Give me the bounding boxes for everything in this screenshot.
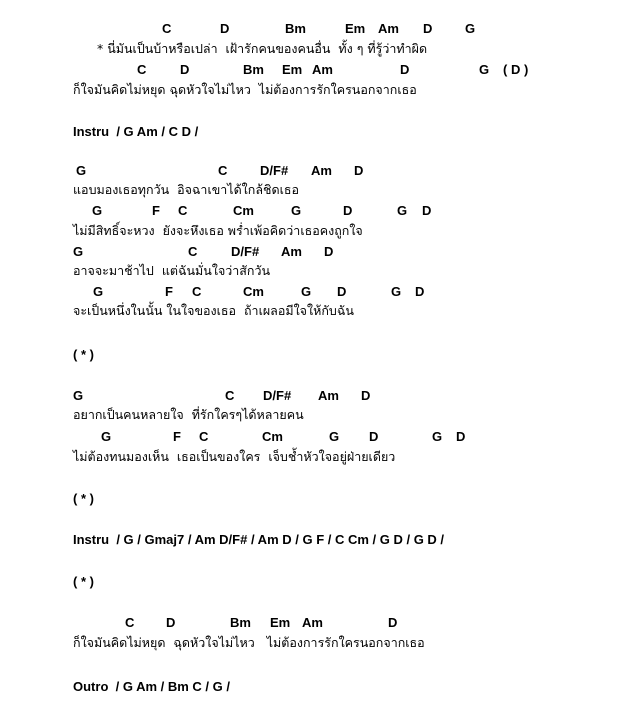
chord-label: Bm	[230, 615, 251, 630]
chord-label: D	[343, 203, 353, 218]
chord-label: Cm	[262, 429, 283, 444]
lyric-line: จะเป็นหนึ่งในนั้น ในใจของเธอ ถ้าเผลอมีใจให้กับฉัน	[73, 303, 354, 318]
chord-label: Em	[270, 615, 291, 630]
chord-label: G	[101, 429, 112, 444]
chord-label: Am	[378, 21, 399, 36]
chord-label: D	[180, 62, 190, 77]
lyric-line: ก็ใจมันคิดไม่หยุด ฉุดหัวใจไม่ไหว ไม่ต้องการรักใครนอกจากเธอ	[73, 635, 425, 650]
chord-label: Am	[318, 388, 339, 403]
chord-label: C	[192, 284, 202, 299]
chord-label: C	[162, 21, 172, 36]
section-label: ( * )	[73, 491, 94, 506]
chord-label: Am	[302, 615, 323, 630]
chord-label: G	[291, 203, 302, 218]
section-label: Instru / G Am / C D /	[73, 124, 199, 139]
lyric-line: ไม่มีสิทธิ์จะหวง ยังจะหึงเธอ พร่ำเพ้อคิดว่าเธอคงถูกใจ	[73, 223, 363, 238]
lyric-line: แอบมองเธอทุกวัน อิจฉาเขาได้ใกล้ชิดเธอ	[73, 182, 300, 197]
chord-label: D	[423, 21, 433, 36]
chord-label: F	[152, 203, 160, 218]
chord-label: D	[354, 163, 364, 178]
lyric-line: * นี่มันเป็นบ้าหรือเปล่า เฝ้ารักคนของคนอื่น ทั้ง ๆ ที่รู้ว่าทำผิด	[97, 41, 428, 56]
chord-label: D	[415, 284, 425, 299]
chord-label: F	[173, 429, 181, 444]
chord-label: D	[324, 244, 334, 259]
chord-label: D	[166, 615, 176, 630]
chord-label: Bm	[243, 62, 264, 77]
chord-label: Cm	[243, 284, 264, 299]
chord-label: Bm	[285, 21, 306, 36]
lyric-line: ก็ใจมันคิดไม่หยุด ฉุดหัวใจไม่ไหว ไม่ต้องการรักใครนอกจากเธอ	[73, 82, 417, 97]
chord-label: D	[456, 429, 466, 444]
chord-label: ( D )	[503, 62, 529, 77]
section-label: ( * )	[73, 347, 94, 362]
chord-label: G	[301, 284, 312, 299]
chord-label: Am	[312, 62, 333, 77]
chord-label: G	[92, 203, 103, 218]
chord-label: C	[225, 388, 235, 403]
chord-label: D	[220, 21, 230, 36]
chord-label: G	[73, 244, 84, 259]
chord-label: D	[337, 284, 347, 299]
chord-label: G	[397, 203, 408, 218]
chord-label: C	[188, 244, 198, 259]
chord-label: D	[400, 62, 410, 77]
chord-label: G	[432, 429, 443, 444]
chord-label: D	[369, 429, 379, 444]
chord-label: F	[165, 284, 173, 299]
chord-label: D/F#	[263, 388, 292, 403]
section-label: ( * )	[73, 574, 94, 589]
chord-label: G	[76, 163, 87, 178]
chord-label: Am	[311, 163, 332, 178]
chord-label: G	[479, 62, 490, 77]
chord-label: C	[218, 163, 228, 178]
chord-label: G	[93, 284, 104, 299]
chord-label: Em	[345, 21, 366, 36]
chord-label: C	[178, 203, 188, 218]
chord-label: C	[137, 62, 147, 77]
section-label: Instru / G / Gmaj7 / Am D/F# / Am D / G F / C Cm / G D / G D /	[73, 532, 445, 547]
chord-label: D	[422, 203, 432, 218]
chord-label: C	[199, 429, 209, 444]
chord-label: Am	[281, 244, 302, 259]
chord-label: D	[361, 388, 371, 403]
chord-label: D/F#	[260, 163, 289, 178]
chord-label: G	[465, 21, 476, 36]
chord-label: Cm	[233, 203, 254, 218]
section-label: Outro / G Am / Bm C / G /	[73, 679, 230, 694]
lyric-line: อยากเป็นคนหลายใจ ที่รักใครๆได้หลายคน	[73, 407, 304, 422]
chord-label: G	[391, 284, 402, 299]
chord-label: D/F#	[231, 244, 260, 259]
chord-label: D	[388, 615, 398, 630]
chord-label: G	[73, 388, 84, 403]
lyric-line: ไม่ต้องทนมองเห็น เธอเป็นของใคร เจ็บช้ำหัวใจอยู่ฝ่ายเดียว	[73, 449, 396, 464]
chord-label: Em	[282, 62, 303, 77]
chord-label: G	[329, 429, 340, 444]
lyric-line: อาจจะมาช้าไป แต่ฉันมั่นใจว่าสักวัน	[73, 263, 271, 278]
chord-label: C	[125, 615, 135, 630]
